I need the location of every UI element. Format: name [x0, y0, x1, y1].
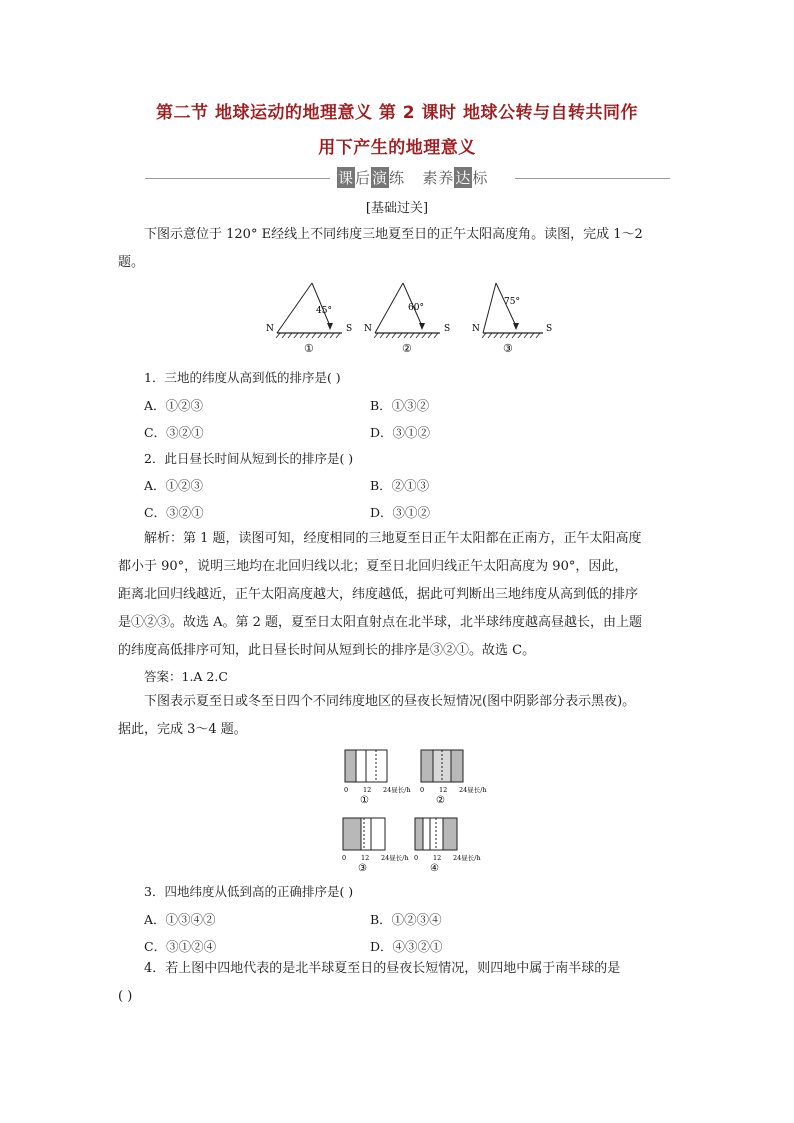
tick-0: 0 — [344, 786, 349, 794]
title-line-1: 第二节 地球运动的地理意义 第 2 课时 地球公转与自转共同作 — [156, 103, 638, 123]
intro2-line2: 据此，完成 3～4 题。 — [118, 722, 247, 737]
tick-12: 12 — [439, 786, 448, 794]
intro-paragraph-2 — [118, 688, 678, 744]
panel-label: ③ — [358, 863, 367, 874]
analysis-line: 解析：第 1 题，读图可知，经度相同的三地夏至日正午太阳都在正南方，正午太阳高度 — [144, 531, 642, 546]
north-label: N — [364, 324, 372, 334]
south-label: S — [346, 324, 353, 334]
tick-0: 0 — [342, 854, 347, 862]
solar-altitude-figure — [262, 278, 562, 358]
banner-box-char: 演 — [372, 169, 389, 187]
banner-char: 素养 — [422, 169, 455, 187]
north-label: N — [472, 324, 480, 334]
panel-label: ① — [360, 795, 369, 806]
north-label: N — [266, 324, 274, 334]
q4-line2: ( ) — [118, 989, 133, 1004]
q2-option-b: B．②①③ — [370, 478, 430, 493]
intro1-line2: 题。 — [118, 255, 145, 270]
q2-stem: 2．此日昼长时间从短到长的排序是( ) — [144, 451, 354, 466]
diagram-1 — [266, 283, 352, 355]
banner-divider-left — [145, 178, 330, 179]
diagram-3 — [472, 283, 552, 355]
q1-stem: 1．三地的纬度从高到低的排序是( ) — [144, 370, 341, 385]
angle-label: 75° — [504, 297, 520, 307]
q2-option-d: D．③①② — [370, 505, 431, 520]
angle-label: 60° — [408, 303, 424, 313]
panel-label: ④ — [430, 863, 439, 874]
intro-paragraph-1 — [118, 221, 678, 277]
south-label: S — [546, 324, 553, 334]
q3-option-c: C．③①②④ — [144, 939, 217, 954]
analysis-line: 都小于 90°，说明三地均在北回归线以北；夏至日北回归线正午太阳高度为 90°，因此， — [118, 559, 628, 574]
analysis-line: 的纬度高低排序可知，此日昼长时间从短到长的排序是③②①。故选 C。 — [118, 643, 536, 658]
title-line-2: 用下产生的地理意义 — [318, 138, 476, 158]
q3-stem: 3．四地纬度从低到高的正确排序是( ) — [144, 884, 354, 899]
section-banner — [145, 166, 670, 190]
q1-option-b: B．①③② — [370, 398, 430, 413]
tick-24: 24昼长/h — [383, 786, 411, 794]
tick-0: 0 — [420, 786, 425, 794]
panel-3 — [342, 818, 409, 874]
analysis-line: 是①②③。故选 A。第 2 题，夏至日太阳直射点在北半球，北半球纬度越高昼越长，由上题 — [118, 615, 643, 630]
south-label: S — [444, 324, 451, 334]
tick-24: 24昼长/h — [459, 786, 487, 794]
tick-0: 0 — [414, 854, 419, 862]
diagram-label: ③ — [503, 342, 513, 355]
tick-24: 24昼长/h — [453, 854, 481, 862]
banner-box-char: 课 — [338, 169, 355, 187]
diagram-2 — [364, 283, 450, 355]
q2-option-c: C．③②① — [144, 505, 204, 520]
analysis-paragraph — [118, 525, 678, 665]
intro2-line1: 下图表示夏至日或冬至日四个不同纬度地区的昼夜长短情况(图中阴影部分表示黑夜)。 — [144, 694, 636, 709]
tick-24: 24昼长/h — [381, 854, 409, 862]
banner-char: 标 — [472, 169, 489, 187]
banner-text — [337, 167, 488, 188]
q3-option-a: A．①③④② — [144, 912, 216, 927]
q1-option-c: C．③②① — [144, 425, 204, 440]
section-heading: [基础过关] — [365, 201, 429, 216]
banner-box-char: 达 — [455, 169, 472, 187]
q3-option-b: B．①②③④ — [370, 912, 442, 927]
q1-option-a: A．①②③ — [144, 398, 204, 413]
banner-divider-right — [515, 178, 670, 179]
q2-option-a: A．①②③ — [144, 478, 204, 493]
panel-2 — [420, 750, 487, 806]
panel-label: ② — [436, 795, 445, 806]
angle-label: 45° — [316, 306, 332, 316]
q3-option-d: D．④③②① — [370, 939, 443, 954]
q1-option-d: D．③①② — [370, 425, 431, 440]
answer-line: 答案：1.A 2.C — [144, 669, 228, 684]
banner-char: 练 — [389, 169, 406, 187]
tick-12: 12 — [363, 786, 372, 794]
tick-12: 12 — [361, 854, 370, 862]
diagram-label: ① — [304, 342, 314, 355]
day-length-figure — [335, 748, 505, 876]
q4-line1: 4．若上图中四地代表的是北半球夏至日的昼夜长短情况，则四地中属于南半球的是 — [144, 961, 621, 976]
tick-12: 12 — [433, 854, 442, 862]
panel-4 — [414, 818, 481, 874]
banner-char: 后 — [355, 169, 372, 187]
diagram-label: ② — [402, 342, 412, 355]
q4-paragraph — [118, 955, 678, 1011]
panel-1 — [344, 750, 411, 806]
analysis-line: 距离北回归线越近，正午太阳高度越大，纬度越低，据此可判断出三地纬度从高到低的排序 — [118, 587, 639, 602]
intro1-line1: 下图示意位于 120° E经线上不同纬度三地夏至日的正午太阳高度角。读图，完成 1～2 — [144, 227, 643, 242]
